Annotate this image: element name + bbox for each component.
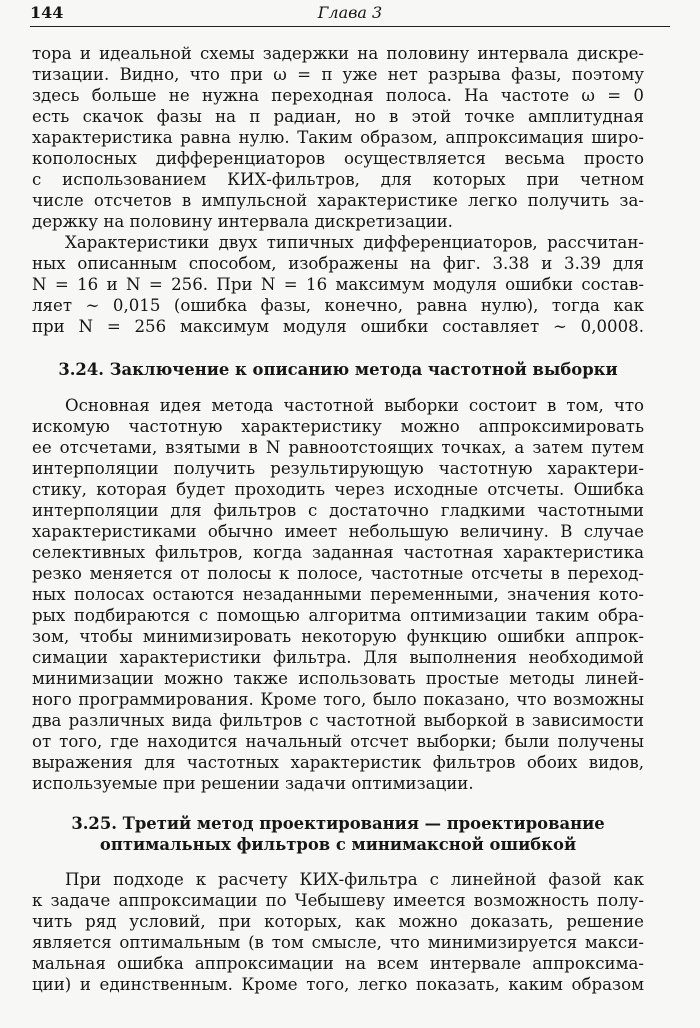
text-line: ного программирования. Кроме того, было показано, что возможны [32,690,644,709]
text-line: При подходе к расчету КИХ-фильтра с линейной фазой как [65,870,644,889]
text-line: от того, где находится начальный отсчет выборки; были получены [32,732,644,751]
text-line: ных описанным способом, изображены на фиг. 3.38 и 3.39 для [32,254,644,273]
text-line: здесь больше не нужна переходная полоса. На частоте ω = 0 [32,86,644,105]
text-line: Основная идея метода частотной выборки состоит в том, что [65,396,644,415]
text-line: характеристиками обычно имеет небольшую величину. В случае [32,522,644,541]
text-line: кополосных дифференциаторов осуществляется весьма просто [32,149,644,168]
text-line: характеристика равна нулю. Таким образом, аппроксимация широ- [32,128,644,147]
text-line: является оптимальным (в том смысле, что минимизируется макси- [32,933,644,952]
text-line: минимизации можно также использовать простые методы линей- [32,669,644,688]
text-line: выражения для частотных характеристик фильтров обоих видов, [32,753,644,772]
text-line: интерполяции для фильтров с достаточно гладкими частотными [32,501,644,520]
text-line: резко меняется от полосы к полосе, частотные отсчеты в переход- [32,564,644,583]
header-rule [30,26,670,27]
text-line: интерполяции получить результирующую частотную характери- [32,459,644,478]
text-line: селективных фильтров, когда заданная частотная характеристика [32,543,644,562]
text-line: используемые при решении задачи оптимизации. [32,774,474,793]
page-number: 144 [30,3,64,22]
text-line: тизации. Видно, что при ω = π уже нет разрыва фазы, поэтому [32,65,644,84]
text-line: с использованием КИХ-фильтров, для которых при четном [32,170,644,189]
text-line: рых подбираются с помощью алгоритма оптимизации таким обра- [32,606,644,625]
page-header [30,3,670,27]
running-title: Глава 3 [317,3,383,22]
text-line: N = 16 и N = 256. При N = 16 максимум модуля ошибки состав- [32,275,644,294]
section-heading: 3.25. Третий метод проектирования — проектирование [71,814,605,833]
text-line: ных полосах остаются незаданными переменными, значения кото- [32,585,644,604]
text-line: ляет ∼ 0,015 (ошибка фазы, конечно, равна нулю), тогда как [32,296,644,315]
text-line: зом, чтобы минимизировать некоторую функцию ошибки аппрок- [32,627,644,646]
text-line: при N = 256 максимум модуля ошибки составляет ∼ 0,0008. [32,317,644,336]
text-line: числе отсчетов в импульсной характеристике легко получить за- [32,191,644,210]
text-line: ции) и единственным. Кроме того, легко показать, каким образом [32,975,644,994]
section-heading-continued: оптимальных фильтров с минимаксной ошибкой [99,835,577,854]
text-line: мальная ошибка аппроксимации на всем интервале аппроксима- [32,954,644,973]
text-line: к задаче аппроксимации по Чебышеву имеется возможность полу- [32,891,644,910]
text-line: Характеристики двух типичных дифференциаторов, рассчитан- [65,233,644,252]
text-line: симации характеристики фильтра. Для выполнения необходимой [32,648,644,667]
text-line: два различных вида фильтров с частотной выборкой в зависимости [32,711,644,730]
text-line: искомую частотную характеристику можно аппроксимировать [32,417,644,436]
section-heading: 3.24. Заключение к описанию метода частотной выборки [58,360,618,379]
text-line: есть скачок фазы на π радиан, но в этой точке амплитудная [32,107,644,126]
text-line: тора и идеальной схемы задержки на половину интервала дискре- [32,44,644,63]
text-line: ее отсчетами, взятыми в N равноотстоящих точках, а затем путем [32,438,644,457]
text-line: чить ряд условий, при которых, как можно доказать, решение [32,912,644,931]
text-line: держку на половину интервала дискретизации. [32,212,453,231]
text-line: стику, которая будет проходить через исходные отсчеты. Ошибка [32,480,644,499]
